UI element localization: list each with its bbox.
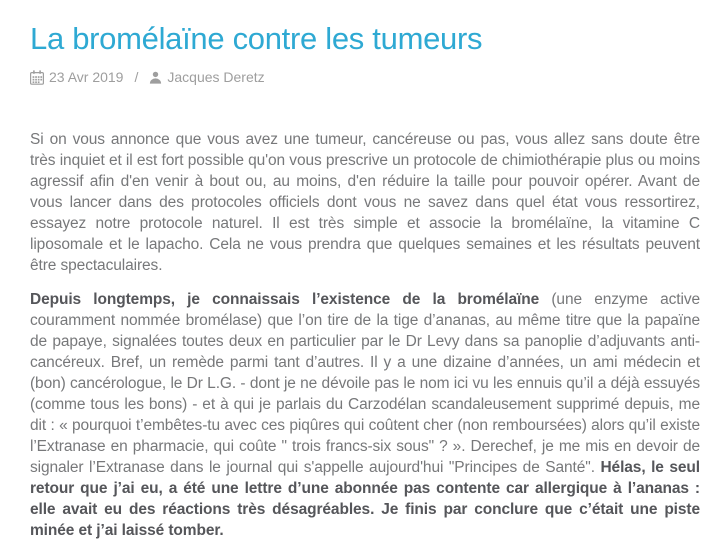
post-author[interactable]: Jacques Deretz — [167, 69, 265, 86]
post-date: 23 Avr 2019 — [49, 69, 124, 86]
paragraph-2-regular-text: (une enzyme active couramment nommée bromélase) que l’on tire de la tige d’ananas, au même titre que la papaïne de papaye, signalées toutes deux en particulier par le Dr Levy dans sa panoplie d’adjuvants anti-cancéreux. Bref, un remède parmi tant d’autres. Il y a une dizaine d’années, un ami médecin et (bon) cancérologue, le Dr L.G. - dont je ne dévoile pas le nom ici vu les ennuis qu’il a déjà essuyés (comme tous les bons) - et à qui je parlais du Carzodélan scandaleusement supprimé depuis, me dit : « pourquoi t’embêtes-tu avec ces piqûres qui coûtent cher (non remboursées) alors qu’il existe l’Extranase en pharmacie, qui coûte " trois francs-six sous" ? ». Derechef, je me mis en devoir de signaler l’Extranase dans le journal qui s'appelle aujourd'hui "Principes de Santé". — [30, 291, 700, 477]
meta-separator: / — [134, 69, 139, 86]
paragraph-2-bold-lead: Depuis longtemps, je connaissais l’existence de la bromélaïne — [30, 291, 540, 309]
paragraph-2-bold-tail: Hélas, le seul retour que j’ai eu, a été une lettre d’une abonnée pas contente car allergique à l’ananas : elle avait eu des réactions très désagréables. Je finis par conclure que c’était une piste minée et j’ai laissé tomber. — [30, 459, 700, 540]
calendar-icon — [30, 70, 44, 85]
paragraph-1: Si on vous annonce que vous avez une tumeur, cancéreuse ou pas, vous allez sans doute être très inquiet et il est fort possible qu'on vous prescrive un protocole de chimiothérapie plus ou moins agressif afin d'en venir à bout ou, au moins, d'en réduire la taille pour pouvoir opérer. Avant de vous lancer dans des protocoles officiels dont vous ne savez dans quel état vous ressortirez, essayez notre protocole naturel. Il est très simple et associe la bromélaïne, la vitamine C liposomale et le lapacho. Cela ne vous prendra que quelques semaines et les résultats peuvent être spectaculaires. — [30, 131, 700, 275]
post-meta — [30, 69, 700, 85]
user-icon — [149, 71, 162, 84]
paragraph-2 — [30, 289, 700, 541]
article-body — [30, 129, 700, 541]
page-title: La bromélaïne contre les tumeurs — [30, 21, 483, 56]
